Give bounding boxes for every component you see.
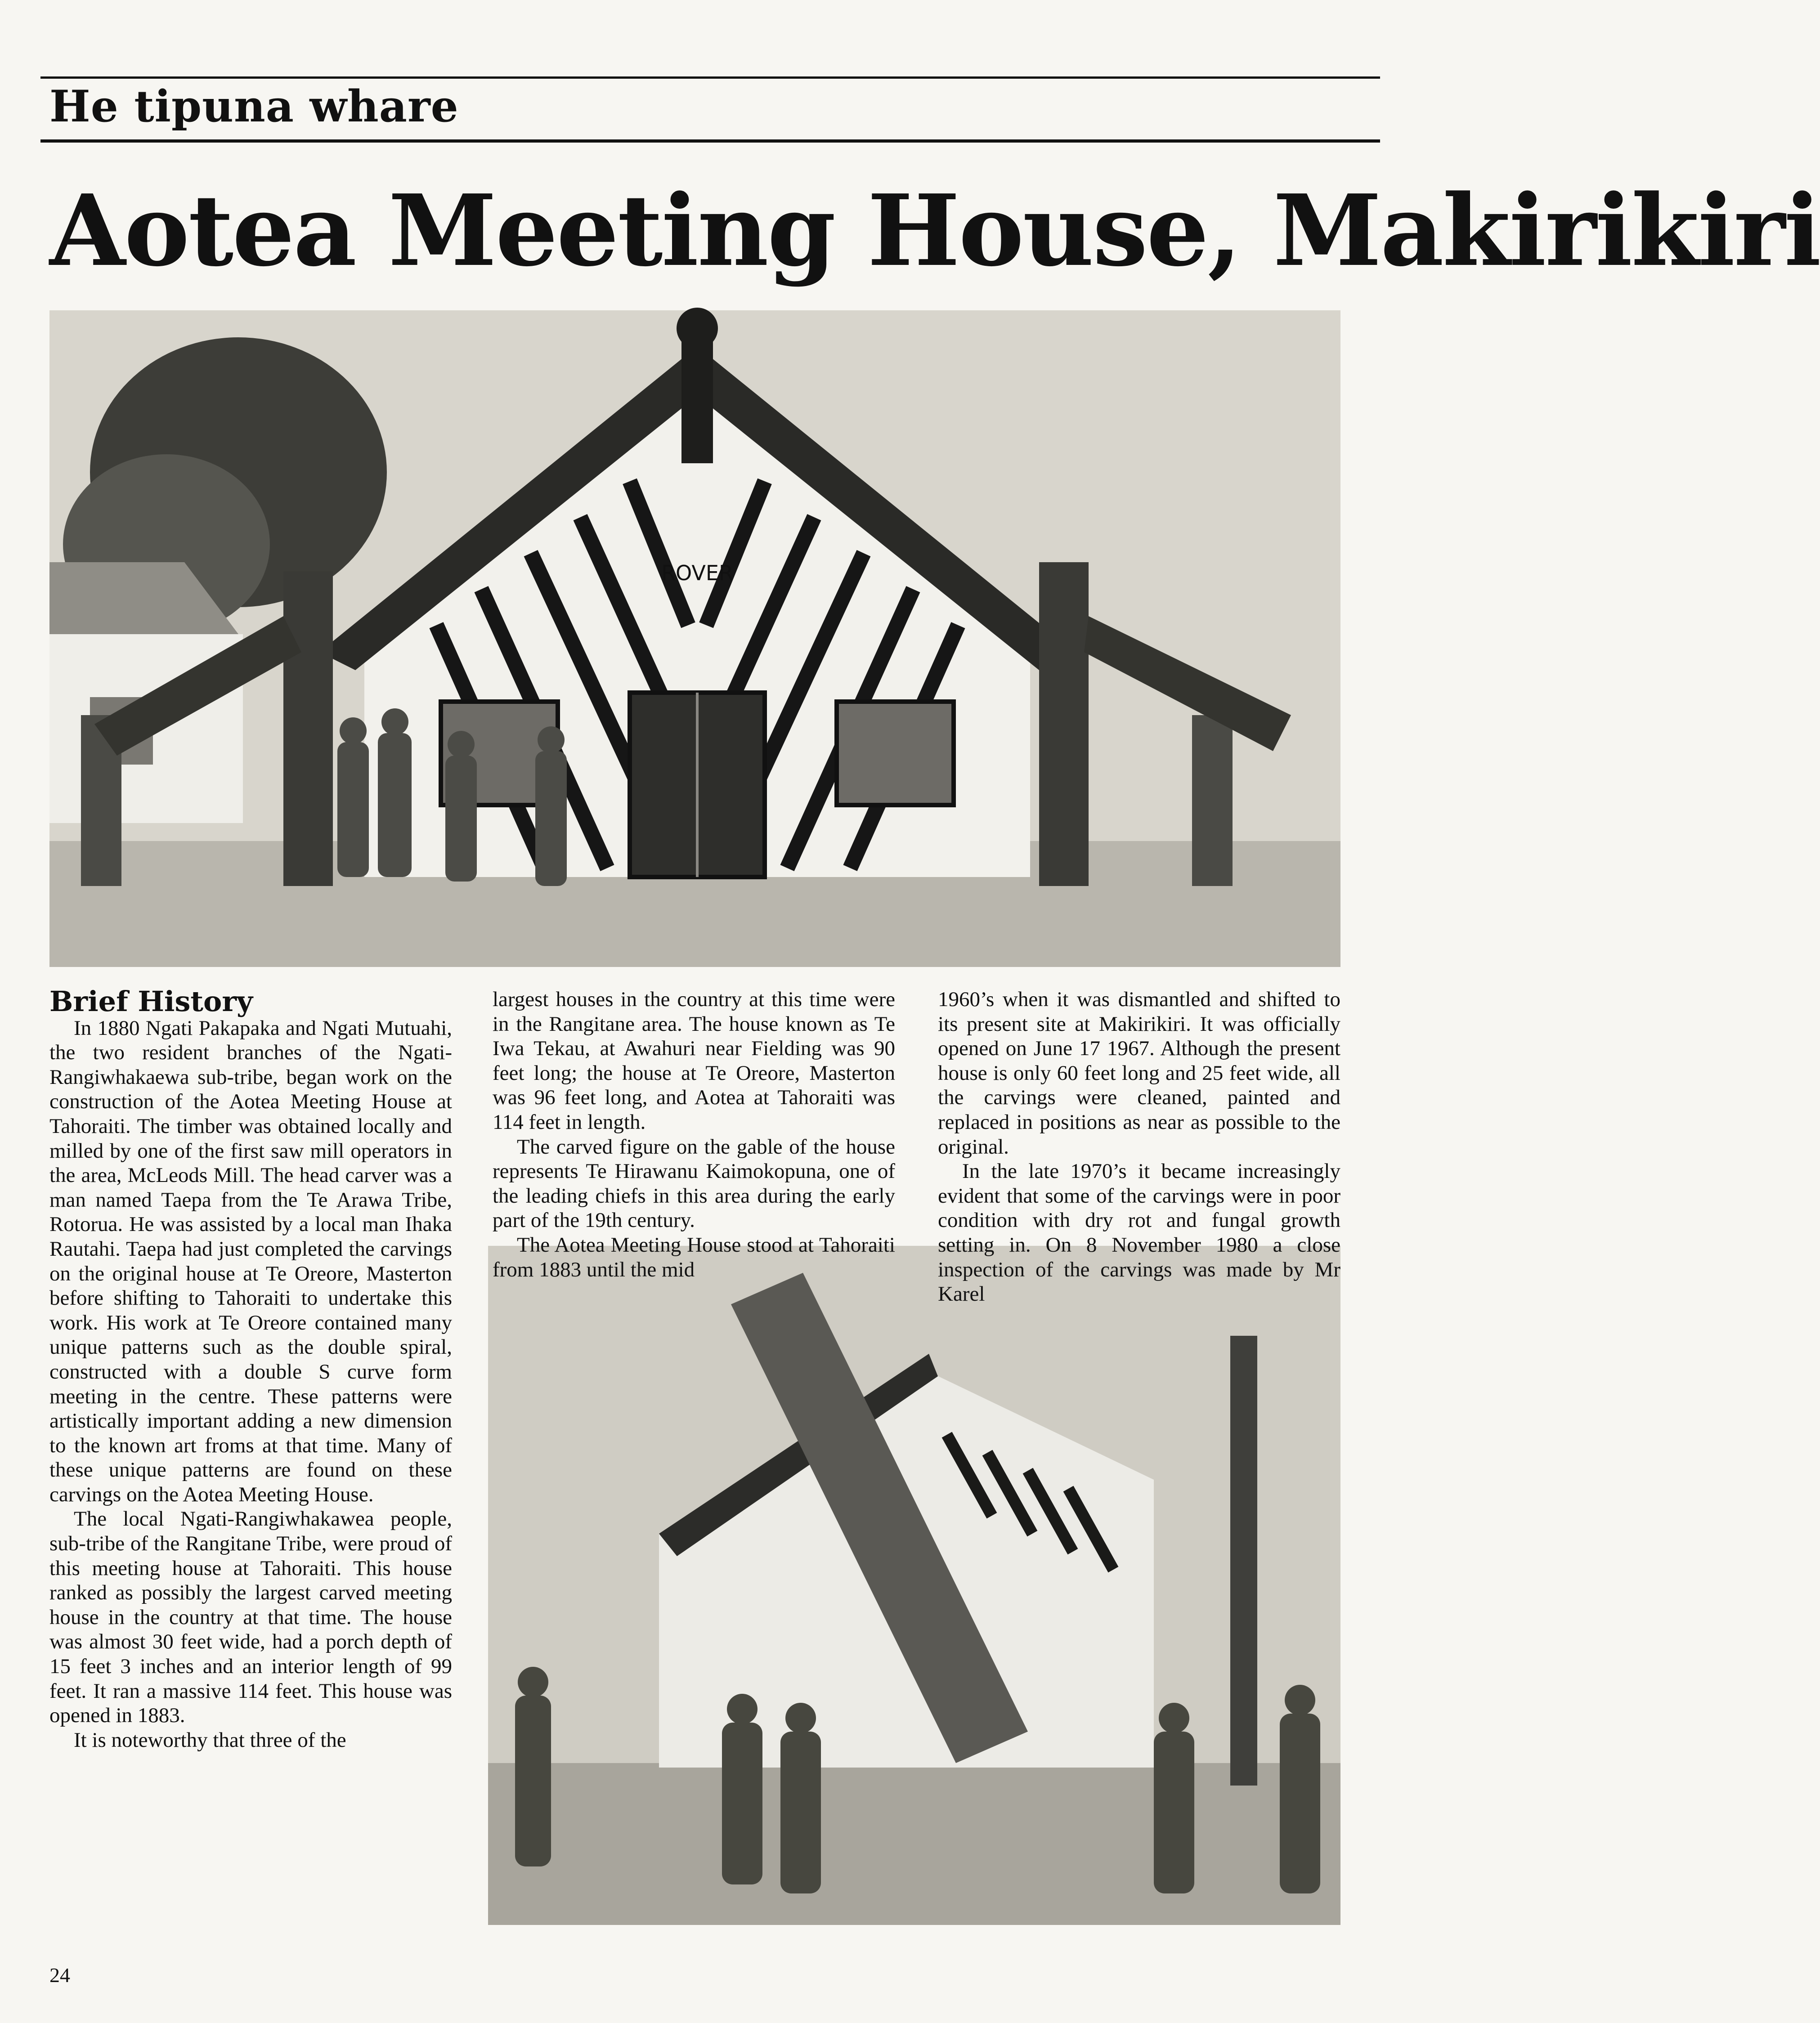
column-2 xyxy=(493,987,895,1282)
col2-paragraph: The Aotea Meeting House stood at Tahoraiti from 1883 until the mid xyxy=(493,1233,895,1281)
column-1 xyxy=(49,985,452,1752)
dismantling-photo xyxy=(488,1246,1340,1925)
col2-paragraph: The carved figure on the gable of the house represents Te Hirawanu Kaimokopuna, one of the leading chiefs in this area during the early part of the 19th century. xyxy=(493,1135,895,1232)
header-rule-top xyxy=(40,76,1380,79)
brief-history-heading: Brief History xyxy=(49,985,253,1018)
rover-sign: ROVER xyxy=(661,561,733,585)
col1-paragraph: In 1880 Ngati Pakapaka and Ngati Mutuahi, the two resident branches of the Ngati-Rangiwhakaewa sub-tribe, began work on the construction of the Aotea Meeting House at Tahoraiti. The timber was obtained locally and milled by one of the first saw mill operators in the area, McLeods Mill. The head carver was a man named Taepa from the Te Arawa Tribe, Rotorua. He was assisted by a local man Ihaka Rautahi. Taepa had just completed the carvings on the original house at Te Oreore, Masterton before shifting to Tahoraiti to undertake this work. His work at Te Oreore contained many unique patterns such as the double spiral, constructed with a double S curve form meeting in the centre. These patterns were artistically important adding a new dimension to the known art froms at that time. Many of these unique patterns are found on these carvings on the Aotea Meeting House. xyxy=(49,1016,452,1506)
section-header: He tipuna whare xyxy=(49,81,459,132)
col3-paragraph: In the late 1970’s it became increasingly evident that some of the carvings were in poor condition with dry rot and fungal growth setting in. On 8 November 1980 a close inspection of the carvings was made by Mr Karel xyxy=(938,1159,1340,1306)
col2-paragraph: largest houses in the country at this time were in the Rangitane area. The house known as Te Iwa Tekau, at Awahuri near Fielding was 90 feet long; the house at Te Oreore, Masterton was 96 feet long, and Aotea at Tahoraiti was 114 feet in length. xyxy=(493,988,895,1134)
dismantling-illustration xyxy=(488,1246,1340,1925)
header-rule-bottom xyxy=(40,139,1380,143)
col1-paragraph: The local Ngati-Rangiwhakawea people, sub-tribe of the Rangitane Tribe, were proud of this meeting house at Tahoraiti. This house ranked as possibly the largest carved meeting house in the country at that time. The house was almost 30 feet wide, had a porch depth of 15 feet 3 inches and an interior length of 99 feet. It ran a massive 114 feet. This house was opened in 1883. xyxy=(49,1507,452,1728)
meeting-house-photo xyxy=(49,310,1340,967)
col1-paragraph: It is noteworthy that three of the xyxy=(74,1728,346,1752)
column-3 xyxy=(938,987,1340,1307)
page-number: 24 xyxy=(49,1964,70,1987)
article-title: Aotea Meeting House, Makirikiri xyxy=(49,173,1820,288)
col3-paragraph: 1960’s when it was dismantled and shifted to its present site at Makirikiri. It was officially opened on June 17 1967. Although the present house is only 60 feet long and 25 feet wide, all the carvings were cleaned, painted and replaced in positions as near as possible to the original. xyxy=(938,988,1340,1159)
meeting-house-illustration xyxy=(49,310,1340,967)
